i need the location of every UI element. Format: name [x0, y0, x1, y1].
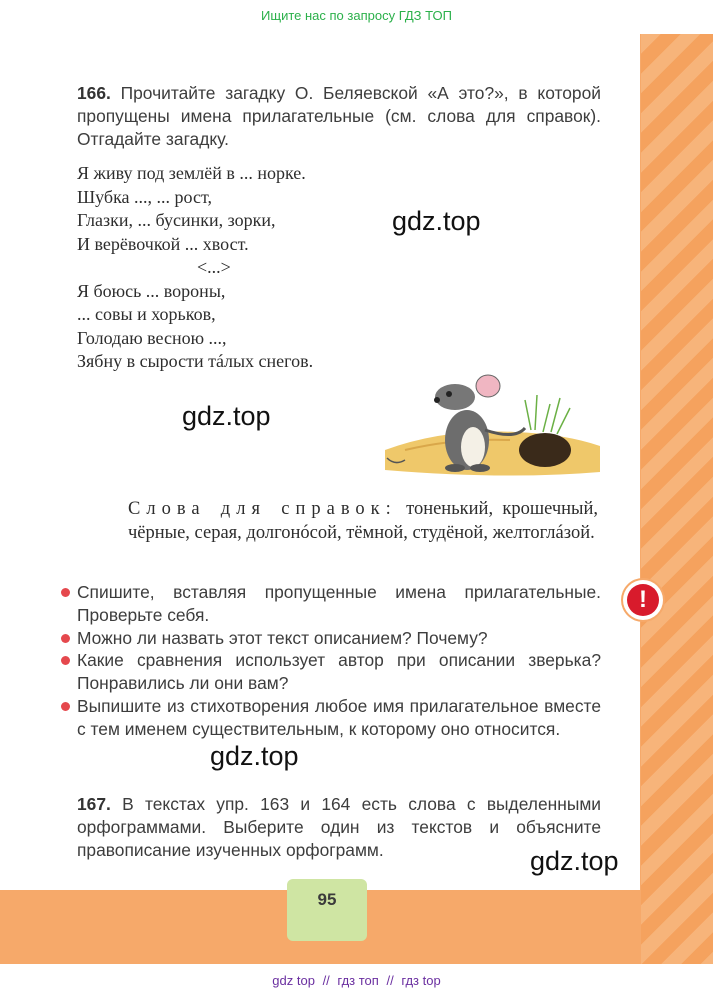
page-background-stripes [641, 34, 713, 964]
bullet-icon [61, 588, 70, 597]
task-item [77, 695, 601, 741]
task-list [77, 581, 601, 741]
watermark: gdz.top [392, 206, 481, 236]
bottom-link[interactable]: гдз топ [337, 973, 379, 988]
bullet-icon [61, 702, 70, 711]
poem-line: Зябну в сырости тáлых снегов. [77, 351, 314, 371]
poem-line: Шубка ..., ... рост, [77, 186, 212, 207]
task-item [77, 649, 601, 695]
bottom-link[interactable]: гдз top [401, 973, 441, 988]
vocabulary-label: Слова для справок: [128, 499, 397, 519]
poem-ellipsis: <...> [197, 257, 231, 277]
task-text: Спишите, вставляя пропущенные имена прилагательные. Проверьте себя. [77, 582, 601, 625]
task-text: Какие сравнения использует автор при описании зверька? Понравились ли они вам? [77, 650, 601, 694]
exercise-text: Прочитайте загадку О. Беляевской «А это?», в которой пропущены имена прилагательные (см. слова для справок). Отгадайте загадку. [77, 83, 601, 149]
bottom-link[interactable]: gdz top [272, 973, 315, 988]
poem-line: ... совы и хорьков, [77, 304, 216, 324]
poem-line: Глазки, ... бусинки, зорки, [77, 210, 276, 230]
exercise-167 [77, 793, 601, 862]
poem-line: Голодаю весною ..., [77, 327, 227, 348]
separator: // [322, 973, 330, 988]
poem-line: И верёвочкой ... хвост. [77, 233, 249, 254]
exercise-166 [77, 82, 601, 151]
important-alert-icon [623, 580, 663, 620]
exercise-number: 166. [77, 83, 111, 103]
exercise-number: 167. [77, 794, 111, 814]
task-text: Выпишите из стихотворения любое имя прилагательное вместе с тем именем существительным, к которому оно относится. [77, 695, 601, 739]
poem-line: Я живу под землёй в ... норке. [77, 163, 306, 183]
poem-line: Я боюсь ... вороны, [77, 280, 226, 301]
watermark: gdz.top [210, 741, 299, 771]
mouse-illustration [385, 370, 610, 485]
task-item [77, 581, 601, 627]
watermark: gdz.top [530, 846, 619, 876]
exercise-text: В текстах упр. 163 и 164 есть слова с выделенными орфограммами. Выберите один из текстов и объясните правописание изученных орфограмм. [77, 794, 601, 860]
exclamation-icon: ! [627, 584, 659, 616]
top-banner[interactable]: Ищите нас по запросу ГДЗ ТОП [0, 0, 713, 34]
bullet-icon [61, 634, 70, 643]
vocabulary-box [128, 497, 598, 545]
vocabulary-words: тоненький, крошечный, чёрные, серая, долгонóсой, тёмной, студёной, желтоглáзой. [128, 499, 598, 543]
poem [77, 162, 313, 374]
page-number: 95 [287, 879, 367, 941]
bottom-banner [0, 964, 713, 998]
watermark: gdz.top [182, 401, 271, 431]
task-text: Можно ли назвать этот текст описанием? Почему? [77, 627, 488, 648]
separator: // [386, 973, 394, 988]
task-item [77, 627, 601, 650]
